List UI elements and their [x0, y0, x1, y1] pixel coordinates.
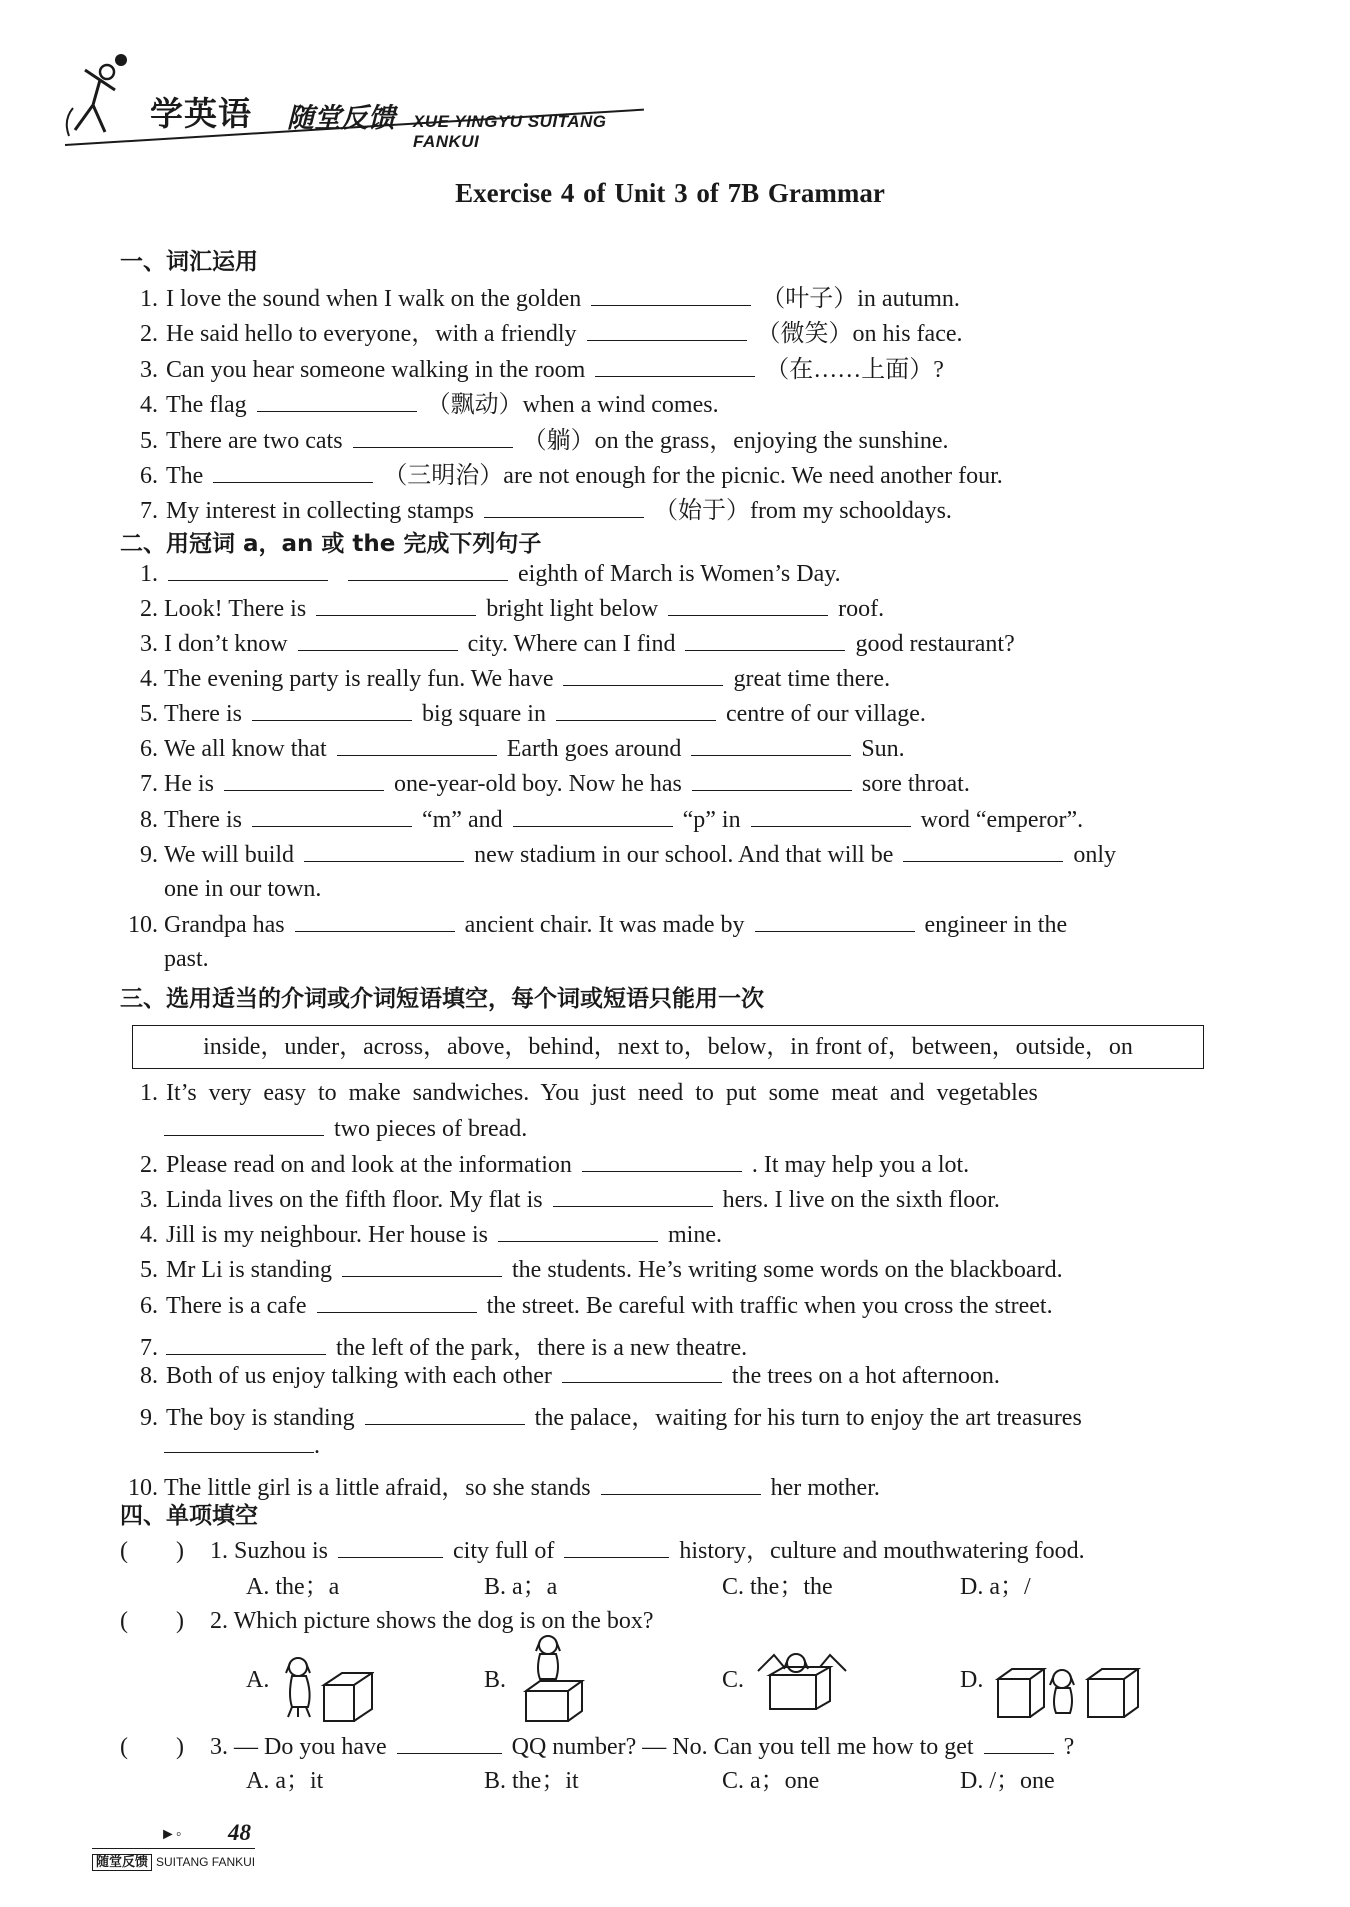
item-text: word “emperor”. [920, 807, 1084, 833]
header-subtitle: 随堂反馈 [287, 103, 395, 134]
answer-blank[interactable] [168, 560, 328, 581]
answer-blank[interactable] [316, 595, 476, 616]
item-text: the left of the park，there is a new theatre. [336, 1335, 748, 1361]
item-text: Please read on and look at the information [166, 1152, 572, 1178]
answer-blank[interactable] [224, 770, 384, 791]
item-text: two pieces of bread. [334, 1116, 528, 1142]
question-text: Which picture shows the dog is on the box? [233, 1608, 654, 1634]
item-text: Sun. [861, 736, 905, 762]
option-c-label[interactable]: C. [722, 1667, 745, 1693]
question-number: 3. [210, 1734, 228, 1760]
answer-paren[interactable]: ( ) [120, 1538, 184, 1564]
answer-blank[interactable] [903, 841, 1063, 862]
answer-paren[interactable]: ( ) [120, 1608, 184, 1634]
item-hint: （飘动）when a wind comes. [426, 392, 719, 418]
answer-blank[interactable] [755, 911, 915, 932]
item-text: the street. Be careful with traffic when you cross the street. [486, 1293, 1053, 1319]
answer-blank[interactable] [484, 497, 644, 518]
answer-blank[interactable] [582, 1151, 742, 1172]
answer-blank[interactable] [164, 1432, 314, 1453]
item-hint: （叶子）in autumn. [761, 286, 960, 312]
answer-blank[interactable] [164, 1115, 324, 1136]
dog-on-box-icon[interactable] [518, 1633, 588, 1725]
item-number: 7. [140, 1335, 158, 1361]
item-text: centre of our village. [725, 701, 926, 727]
answer-blank[interactable] [562, 1362, 722, 1383]
item-text: “m” and [421, 807, 503, 833]
prep-item-continuation [164, 1432, 320, 1460]
item-text: bright light below [486, 596, 659, 622]
item-text: roof. [838, 596, 885, 622]
article-item [118, 665, 890, 693]
page-number: 48 [228, 1820, 251, 1845]
item-number: 9. [140, 1405, 158, 1431]
item-continuation: past. [164, 946, 209, 972]
option-d-label[interactable]: D. [960, 1667, 984, 1693]
item-continuation: one in our town. [164, 876, 322, 902]
runner-logo-icon [55, 50, 155, 150]
item-text: Look! There is [164, 596, 307, 622]
item-number: 8. [140, 807, 158, 833]
mc-question-2 [120, 1600, 654, 1635]
article-item [118, 770, 970, 798]
prep-item [128, 1292, 1053, 1320]
item-text: Grandpa has [164, 912, 285, 938]
word-bank-box: inside，under，across，above，behind，next to，below，in front of，between，outside，on [132, 1025, 1204, 1069]
answer-blank[interactable] [556, 700, 716, 721]
footer-badge [92, 1848, 255, 1870]
dog-beside-box-icon[interactable] [284, 1645, 374, 1725]
answer-blank[interactable] [252, 806, 412, 827]
footer-badge-en: SUITANG FANKUI [156, 1855, 256, 1869]
item-text: Linda lives on the fifth floor. My flat is [166, 1187, 543, 1213]
option-a[interactable]: A. a；it [246, 1768, 324, 1794]
answer-blank[interactable] [295, 911, 455, 932]
item-number: 1. [140, 1080, 158, 1106]
question-number: 2. [210, 1608, 228, 1634]
answer-blank[interactable] [984, 1733, 1054, 1754]
answer-blank[interactable] [601, 1474, 761, 1495]
answer-blank[interactable] [365, 1404, 525, 1425]
vocab-item [128, 278, 960, 313]
item-text: great time there. [733, 666, 891, 692]
item-text: the students. He’s writing some words on the blackboard. [512, 1257, 1063, 1283]
item-number: 5. [140, 701, 158, 727]
picture-options [246, 1645, 1146, 1725]
answer-blank[interactable] [317, 1292, 477, 1313]
section3-heading: 三、选用适当的介词或介词短语填空，每个词或短语只能用一次 [120, 986, 764, 1012]
option-d[interactable]: D. a；/ [960, 1574, 1031, 1600]
prep-item [128, 1080, 1038, 1107]
answer-blank[interactable] [213, 462, 373, 483]
item-text: The [166, 463, 204, 489]
header-title: 学英语 [150, 94, 252, 133]
item-text: only [1073, 842, 1117, 868]
item-text: Earth goes around [506, 736, 682, 762]
vocab-item [128, 490, 952, 525]
item-text: I love the sound when I walk on the golden [166, 286, 582, 312]
prep-item [128, 1186, 1000, 1214]
item-text: The flag [166, 392, 247, 418]
item-text: He is [164, 771, 214, 797]
prep-item [128, 1397, 1082, 1432]
item-number: 10. [128, 1475, 158, 1501]
dog-in-box-icon[interactable] [754, 1643, 849, 1719]
item-text: hers. I live on the sixth floor. [722, 1187, 1000, 1213]
item-hint: （躺）on the grass，enjoying the sunshine. [522, 428, 949, 454]
item-number: 3. [140, 1187, 158, 1213]
page-arrow-icon: ►◦ [160, 1826, 182, 1843]
item-text: the palace，waiting for his turn to enjoy the art treasures [534, 1405, 1082, 1431]
header-banner [55, 50, 655, 160]
item-text: The evening party is really fun. We have [164, 666, 554, 692]
option-a-label[interactable]: A. [246, 1667, 270, 1693]
item-text: . [314, 1433, 320, 1459]
item-text: We all know that [164, 736, 327, 762]
article-item [118, 841, 1116, 869]
item-text: . It may help you a lot. [751, 1152, 970, 1178]
answer-blank[interactable] [553, 1186, 713, 1207]
item-text: her mother. [770, 1475, 880, 1501]
item-hint: （三明治）are not enough for the picnic. We need another four. [383, 463, 1003, 489]
answer-blank[interactable] [691, 735, 851, 756]
item-text: Mr Li is standing [166, 1257, 332, 1283]
section4-heading: 四、单项填空 [120, 1503, 258, 1529]
item-number: 7. [140, 771, 158, 797]
item-text: Jill is my neighbour. Her house is [166, 1222, 488, 1248]
item-number: 4. [140, 1222, 158, 1248]
question-text: Suzhou is [234, 1538, 329, 1564]
answer-blank[interactable] [591, 285, 751, 306]
option-a[interactable]: A. the；a [246, 1574, 340, 1600]
item-text: Can you hear someone walking in the room [166, 357, 586, 383]
item-text: one-year-old boy. Now he has [394, 771, 682, 797]
item-text: the trees on a hot afternoon. [731, 1363, 1000, 1389]
item-text: city. Where can I find [467, 631, 676, 657]
answer-blank[interactable] [587, 320, 747, 341]
question-text: QQ number? — No. Can you tell me how to get [511, 1734, 974, 1760]
item-text: new stadium in our school. And that will be [474, 842, 894, 868]
item-text: The little girl is a little afraid，so she stands [164, 1475, 591, 1501]
option-c[interactable]: C. the；the [722, 1574, 833, 1600]
item-number: 6. [140, 736, 158, 762]
item-number: 1. [140, 286, 158, 312]
answer-blank[interactable] [298, 630, 458, 651]
article-item [118, 700, 926, 728]
footer-badge-cn: 随堂反馈 [92, 1854, 152, 1871]
item-number: 5. [140, 428, 158, 454]
answer-paren[interactable]: ( ) [120, 1734, 184, 1760]
item-text: There is [164, 807, 242, 833]
answer-blank[interactable] [564, 1537, 669, 1558]
article-item [118, 595, 884, 623]
vocab-item [128, 349, 944, 384]
item-hint: （微笑）on his face. [756, 321, 963, 347]
item-number: 7. [140, 498, 158, 524]
header-pinyin: XUE YINGYU SUITANG FANKUI [413, 112, 607, 151]
answer-blank[interactable] [751, 806, 911, 827]
item-number: 10. [128, 912, 158, 938]
answer-blank[interactable] [498, 1221, 658, 1242]
item-number: 2. [140, 596, 158, 622]
question-text: history，culture and mouthwatering food. [679, 1538, 1085, 1564]
answer-blank[interactable] [513, 806, 673, 827]
item-text: There are two cats [166, 428, 343, 454]
answer-blank[interactable] [257, 391, 417, 412]
item-number: 4. [140, 666, 158, 692]
vocab-item [128, 384, 719, 419]
item-text: Both of us enjoy talking with each other [166, 1363, 552, 1389]
item-text: eighth of March is Women’s Day. [518, 561, 841, 587]
item-text: It’s very easy to make sandwiches. You just need to put some meat and vegetables [166, 1080, 1038, 1106]
item-text: There is [164, 701, 242, 727]
item-text: ancient chair. It was made by [464, 912, 745, 938]
item-text: He said hello to everyone，with a friendly [166, 321, 577, 347]
answer-blank[interactable] [166, 1334, 326, 1355]
section1-heading: 一、词汇运用 [120, 249, 258, 275]
item-text: The boy is standing [166, 1405, 355, 1431]
article-item [118, 735, 905, 763]
prep-item [128, 1362, 1000, 1390]
answer-blank[interactable] [342, 1256, 502, 1277]
item-number: 3. [140, 357, 158, 383]
section2-heading: 二、用冠词 a，an 或 the 完成下列句子 [120, 531, 542, 557]
option-b[interactable]: B. a；a [484, 1574, 558, 1600]
article-item [118, 560, 841, 588]
item-number: 5. [140, 1257, 158, 1283]
question-text: — Do you have [234, 1734, 387, 1760]
prep-item [128, 1256, 1063, 1284]
question-text: ? [1063, 1734, 1075, 1760]
vocab-item [128, 420, 949, 455]
answer-blank[interactable] [563, 665, 723, 686]
answer-blank[interactable] [668, 595, 828, 616]
mc-question-1 [120, 1530, 1085, 1565]
item-hint: （始于）from my schooldays. [653, 498, 952, 524]
option-c[interactable]: C. a；one [722, 1768, 820, 1794]
answer-blank[interactable] [692, 770, 852, 791]
item-number: 6. [140, 1293, 158, 1319]
answer-blank[interactable] [252, 700, 412, 721]
answer-blank[interactable] [595, 356, 755, 377]
item-text: good restaurant? [855, 631, 1015, 657]
item-text: My interest in collecting stamps [166, 498, 474, 524]
article-item [118, 630, 1015, 658]
answer-blank[interactable] [337, 735, 497, 756]
option-d[interactable]: D. /；one [960, 1768, 1055, 1794]
dog-between-boxes-icon[interactable] [994, 1643, 1142, 1723]
item-number: 8. [140, 1363, 158, 1389]
item-hint: （在……上面）? [765, 357, 944, 383]
vocab-item [128, 313, 963, 348]
option-b-label[interactable]: B. [484, 1667, 507, 1693]
answer-blank[interactable] [685, 630, 845, 651]
item-text: big square in [421, 701, 546, 727]
answer-blank[interactable] [348, 560, 508, 581]
item-number: 2. [140, 1152, 158, 1178]
item-number: 6. [140, 463, 158, 489]
item-text: We will build [164, 842, 295, 868]
mc-question-3 [120, 1726, 1074, 1761]
prep-item [128, 1221, 722, 1249]
item-number: 4. [140, 392, 158, 418]
item-number: 1. [140, 561, 158, 587]
answer-blank[interactable] [304, 841, 464, 862]
item-number: 9. [140, 842, 158, 868]
prep-item [128, 1151, 969, 1179]
prep-item [128, 1327, 747, 1362]
page-title: Exercise 4 of Unit 3 of 7B Grammar [455, 178, 885, 208]
item-number: 3. [140, 631, 158, 657]
item-text: engineer in the [924, 912, 1068, 938]
item-text: mine. [667, 1222, 722, 1248]
question-number: 1. [210, 1538, 228, 1564]
prep-item-continuation [154, 1115, 527, 1143]
item-text: There is a cafe [166, 1293, 307, 1319]
item-text: “p” in [682, 807, 741, 833]
vocab-item [128, 455, 1003, 490]
item-text: sore throat. [861, 771, 970, 797]
article-item [118, 806, 1083, 834]
question-text: city full of [453, 1538, 555, 1564]
article-item [118, 911, 1067, 939]
answer-blank[interactable] [353, 427, 513, 448]
answer-blank[interactable] [397, 1733, 502, 1754]
item-number: 2. [140, 321, 158, 347]
option-b[interactable]: B. the；it [484, 1768, 579, 1794]
answer-blank[interactable] [338, 1537, 443, 1558]
item-text: I don’t know [164, 631, 288, 657]
